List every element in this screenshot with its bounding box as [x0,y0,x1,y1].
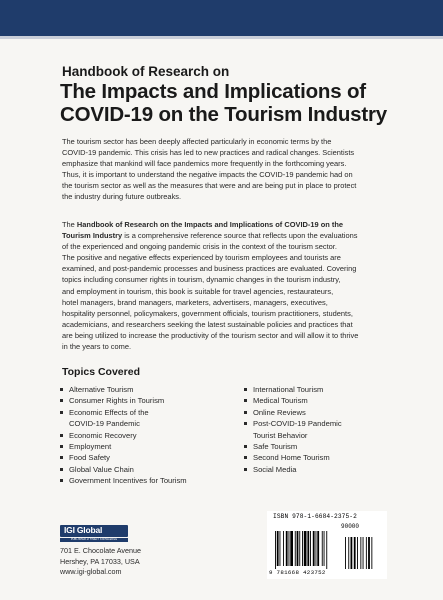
topic-label: Online Reviews [253,407,306,417]
barcode-digits: 9 781668 423752 [269,569,326,576]
topic-item [60,407,187,430]
top-color-band [0,0,443,36]
topic-item [60,395,187,406]
publisher-url: www.igi-global.com [60,567,122,577]
topic-label: International Tourism [253,385,324,394]
barcode-bar [322,531,323,566]
bullet-icon [244,445,247,448]
barcode-addon-bar [360,537,361,569]
publisher-logo-text: IGI Global [64,525,103,535]
topic-label: Alternative Tourism [69,385,134,394]
series-title: Handbook of Research on [62,64,230,79]
paragraph-line: the tourism sector as well as the measures that were and are being put in place to protect [62,181,357,191]
barcode-addon-number: 90000 [341,523,360,530]
barcode-addon-bar [368,537,370,569]
topic-label: Food Safety [69,453,110,463]
topics-list-right [244,384,342,475]
topic-item [60,430,187,441]
bullet-icon [60,456,63,459]
barcode-bar [297,531,299,566]
barcode-bar [277,531,279,566]
topic-item [60,384,187,395]
bullet-icon [244,388,247,391]
barcode-addon-bar [366,537,367,569]
paragraph-line: the industry during future outbreaks. [62,192,182,202]
barcode-addon-bar [354,537,356,569]
paragraph-line: Thus, it is important to understand the negative impacts the COVID-19 pandemic had on [62,170,353,180]
topic-label-continued: COVID-19 Pandemic [69,419,140,429]
topic-label: Post-COVID-19 Pandemic [253,419,342,429]
topic-item [244,441,342,452]
barcode-addon-bar [363,537,364,569]
description-paragraph-1 [62,136,402,203]
barcode-addon-bar [351,537,353,569]
barcode-bar [310,531,311,566]
barcode-addon-bar [345,537,346,569]
bullet-icon [60,388,63,391]
address-line: Hershey, PA 17033, USA [60,556,140,566]
isbn-label: ISBN 978-1-6684-2375-2 [273,513,357,520]
barcode-bar [299,531,300,566]
topic-item [60,452,187,463]
book-title [60,80,400,126]
bullet-icon [60,468,63,471]
book-title-inline: Tourism Industry [62,231,123,241]
description-paragraph-2 [62,219,402,352]
topic-label: Consumer Rights in Tourism [69,396,165,406]
topic-label: Economic Recovery [69,430,137,440]
barcode-bar [307,531,309,566]
paragraph-text: is a comprehensive reference source that reflects upon the evaluations [122,231,358,241]
topic-label: Safe Tourism [253,442,298,452]
barcode-addon-bar [348,537,349,569]
topic-item [244,418,342,441]
bullet-icon [244,411,247,414]
bullet-icon [60,434,63,437]
barcode-addon-bar [357,537,358,569]
topic-item [244,464,342,475]
barcode-bar [289,531,290,566]
topic-label: Economic Effects of the [69,407,149,417]
paragraph-line: emphasize that mankind will face pandemics more frequently in the forthcoming years. [62,159,347,169]
topic-item [60,464,187,475]
barcode-bar [316,531,317,566]
paragraph-line [62,219,402,230]
barcode-bar [280,531,281,566]
barcode-bar [295,531,296,566]
topics-heading: Topics Covered [62,366,140,378]
paragraph-text: The [62,220,77,229]
barcode-bar [304,531,307,566]
topic-item [244,384,342,395]
topic-label: Second Home Tourism [253,453,330,463]
paragraph-line: The tourism sector has been deeply affected particularly in economic terms by the [62,137,332,146]
book-title-line-2: COVID-19 on the Tourism Industry [60,103,387,126]
barcode-panel [267,511,387,579]
topic-item [60,441,187,452]
topic-item [244,395,342,406]
paragraph-line: topics including consumer rights in tourism, dynamic changes in the tourism industry, [62,275,341,285]
barcode-bar [317,531,319,566]
paragraph-line: are being utilized to increase the productivity of the tourism sector and will allow it to thrive [62,330,359,340]
topics-list-left [60,384,187,487]
paragraph-line: The positive and negative effects experienced by tourism employees and tourists are [62,253,341,263]
bullet-icon [244,456,247,459]
barcode-addon-bar [371,537,372,569]
barcode-bar [275,531,276,569]
publisher-address [60,546,141,578]
paragraph-line: academicians, and researchers seeking the latest sustainable policies and practices that [62,319,353,329]
paragraph-line: hotel managers, brand managers, marketers, advertisers, managers, executives, [62,297,328,307]
bullet-icon [244,399,247,402]
topic-label: Social Media [253,464,297,474]
bullet-icon [60,479,63,482]
barcode-bar [324,531,325,566]
barcode-bar [286,531,288,566]
barcode-bar [313,531,315,566]
paragraph-line: COVID-19 pandemic. This crisis has led to new practices and radical changes. Scientists [62,148,355,158]
paragraph-line: of the experienced and ongoing pandemic crisis in the context of the tourism sector. [62,242,337,252]
book-title-inline: Handbook of Research on the Impacts and Implications of COVID-19 on the [76,220,344,229]
paragraph-line: hospitality personnel, policymakers, government officials, tourism practitioners, students, [62,308,353,318]
barcode-bar [302,531,303,566]
barcode-icon [273,521,383,569]
bullet-icon [60,399,63,402]
paragraph-line [62,230,402,241]
book-title-line-1: The Impacts and Implications of [60,80,366,103]
paragraph-line: and employment in tourism, this book is suitable for travel agencies, restaurateurs, [62,286,334,296]
topic-item [244,452,342,463]
topic-label: Global Value Chain [69,464,134,474]
bullet-icon [60,411,63,414]
publisher-logo [60,525,128,537]
publisher-tagline: PUBLISHER of TIMELY KNOWLEDGE [60,538,128,542]
topic-item [244,407,342,418]
topic-label: Employment [69,442,112,452]
topic-label: Government Incentives for Tourism [69,476,187,486]
topic-item [60,475,187,486]
barcode-bar [326,531,327,569]
paragraph-line: examined, and post-pandemic processes and business practices are evaluated. Covering [62,264,357,274]
barcode-bar [290,531,293,566]
bullet-icon [244,468,247,471]
barcode-bar [283,531,284,566]
bullet-icon [244,422,247,425]
bullet-icon [60,445,63,448]
topic-label-continued: Tourist Behavior [253,430,308,440]
topic-label: Medical Tourism [253,396,308,406]
paragraph-line: in the years to come. [62,342,132,352]
address-line: 701 E. Chocolate Avenue [60,546,141,555]
